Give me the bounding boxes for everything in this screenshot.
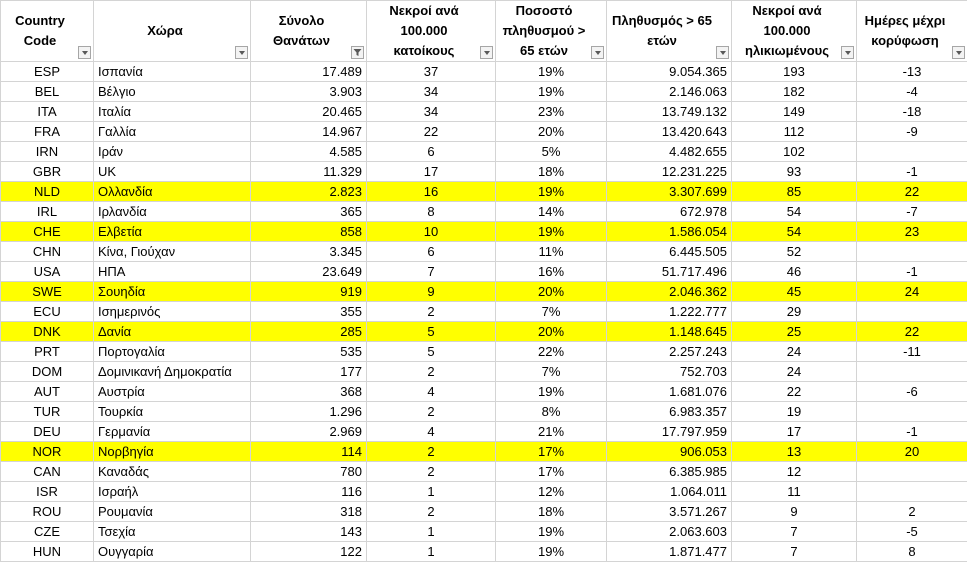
cell-total-deaths[interactable]: 1.296 — [251, 402, 367, 422]
cell-deaths-per-100k-elderly[interactable]: 7 — [732, 522, 857, 542]
cell-days-to-peak[interactable]: 20 — [857, 442, 967, 462]
cell-days-to-peak[interactable]: -1 — [857, 262, 967, 282]
cell-pct-over-65[interactable]: 16% — [496, 262, 607, 282]
cell-pop-over-65[interactable]: 3.571.267 — [607, 502, 732, 522]
cell-country[interactable]: Δομινικανή Δημοκρατία — [94, 362, 251, 382]
table-row — [1, 502, 967, 522]
cell-total-deaths[interactable]: 318 — [251, 502, 367, 522]
cell-pct-over-65[interactable]: 14% — [496, 202, 607, 222]
cell-deaths-per-100k-elderly[interactable]: 54 — [732, 222, 857, 242]
table-row — [1, 62, 967, 82]
cell-deaths-per-100k[interactable]: 34 — [367, 82, 496, 102]
cell-total-deaths[interactable]: 3.345 — [251, 242, 367, 262]
cell-pop-over-65[interactable]: 1.586.054 — [607, 222, 732, 242]
cell-country-code[interactable]: ITA — [1, 102, 94, 122]
cell-total-deaths[interactable]: 365 — [251, 202, 367, 222]
cell-total-deaths[interactable]: 535 — [251, 342, 367, 362]
cell-days-to-peak[interactable] — [857, 242, 967, 262]
cell-country-code[interactable]: BEL — [1, 82, 94, 102]
table-row — [1, 362, 967, 382]
cell-days-to-peak[interactable]: -1 — [857, 162, 967, 182]
cell-pct-over-65[interactable]: 22% — [496, 342, 607, 362]
cell-pct-over-65[interactable]: 19% — [496, 62, 607, 82]
cell-pop-over-65[interactable]: 9.054.365 — [607, 62, 732, 82]
cell-deaths-per-100k[interactable]: 17 — [367, 162, 496, 182]
table-row — [1, 122, 967, 142]
cell-deaths-per-100k-elderly[interactable]: 17 — [732, 422, 857, 442]
cell-deaths-per-100k-elderly[interactable]: 149 — [732, 102, 857, 122]
cell-deaths-per-100k[interactable]: 6 — [367, 242, 496, 262]
cell-deaths-per-100k[interactable]: 5 — [367, 322, 496, 342]
cell-pct-over-65[interactable]: 20% — [496, 322, 607, 342]
header-deaths-per-100k-elderly — [732, 1, 857, 62]
cell-pop-over-65[interactable]: 672.978 — [607, 202, 732, 222]
cell-pct-over-65[interactable]: 12% — [496, 482, 607, 502]
cell-country[interactable]: Νορβηγία — [94, 442, 251, 462]
header-country-code — [1, 1, 94, 62]
filter-dropdown-icon[interactable] — [235, 46, 248, 59]
cell-country[interactable]: Κίνα, Γιούχαν — [94, 242, 251, 262]
cell-days-to-peak[interactable]: 8 — [857, 542, 967, 562]
cell-deaths-per-100k[interactable]: 4 — [367, 422, 496, 442]
cell-country-code[interactable]: DOM — [1, 362, 94, 382]
cell-pop-over-65[interactable]: 6.445.505 — [607, 242, 732, 262]
cell-days-to-peak[interactable]: 22 — [857, 322, 967, 342]
cell-pct-over-65[interactable]: 23% — [496, 102, 607, 122]
cell-days-to-peak[interactable]: -11 — [857, 342, 967, 362]
cell-total-deaths[interactable]: 780 — [251, 462, 367, 482]
cell-country-code[interactable]: CHN — [1, 242, 94, 262]
header-label: Σύνολο Θανάτων — [255, 11, 348, 51]
filter-dropdown-icon[interactable] — [841, 46, 854, 59]
cell-total-deaths[interactable]: 116 — [251, 482, 367, 502]
header-deaths-per-100k — [367, 1, 496, 62]
cell-country-code[interactable]: ESP — [1, 62, 94, 82]
cell-country[interactable]: Γαλλία — [94, 122, 251, 142]
cell-pop-over-65[interactable]: 2.257.243 — [607, 342, 732, 362]
cell-country-code[interactable]: ISR — [1, 482, 94, 502]
cell-pop-over-65[interactable]: 4.482.655 — [607, 142, 732, 162]
cell-days-to-peak[interactable] — [857, 302, 967, 322]
cell-country[interactable]: ΗΠΑ — [94, 262, 251, 282]
cell-pct-over-65[interactable]: 19% — [496, 382, 607, 402]
cell-country-code[interactable]: DEU — [1, 422, 94, 442]
cell-country[interactable]: Σουηδία — [94, 282, 251, 302]
header-row — [1, 1, 967, 62]
table-row — [1, 222, 967, 242]
cell-total-deaths[interactable]: 919 — [251, 282, 367, 302]
cell-pct-over-65[interactable]: 17% — [496, 442, 607, 462]
filter-dropdown-icon[interactable] — [78, 46, 91, 59]
cell-total-deaths[interactable]: 17.489 — [251, 62, 367, 82]
cell-pct-over-65[interactable]: 18% — [496, 502, 607, 522]
cell-deaths-per-100k[interactable]: 7 — [367, 262, 496, 282]
header-label: Νεκροί ανά 100.000 κατοίκους — [371, 1, 477, 61]
cell-deaths-per-100k-elderly[interactable]: 24 — [732, 342, 857, 362]
cell-deaths-per-100k[interactable]: 2 — [367, 442, 496, 462]
cell-country[interactable]: Ιρλανδία — [94, 202, 251, 222]
cell-country-code[interactable]: PRT — [1, 342, 94, 362]
cell-deaths-per-100k[interactable]: 2 — [367, 462, 496, 482]
cell-country-code[interactable]: TUR — [1, 402, 94, 422]
cell-pct-over-65[interactable]: 19% — [496, 82, 607, 102]
table-row — [1, 342, 967, 362]
table-row — [1, 162, 967, 182]
cell-deaths-per-100k[interactable]: 10 — [367, 222, 496, 242]
cell-pop-over-65[interactable]: 13.749.132 — [607, 102, 732, 122]
cell-deaths-per-100k[interactable]: 5 — [367, 342, 496, 362]
table-row — [1, 142, 967, 162]
table-row — [1, 462, 967, 482]
cell-total-deaths[interactable]: 355 — [251, 302, 367, 322]
cell-days-to-peak[interactable]: 24 — [857, 282, 967, 302]
cell-days-to-peak[interactable]: -18 — [857, 102, 967, 122]
cell-deaths-per-100k[interactable]: 6 — [367, 142, 496, 162]
cell-pop-over-65[interactable]: 51.717.496 — [607, 262, 732, 282]
cell-country-code[interactable]: FRA — [1, 122, 94, 142]
table-row — [1, 482, 967, 502]
cell-deaths-per-100k[interactable]: 1 — [367, 522, 496, 542]
active-filter-icon[interactable] — [351, 46, 364, 59]
cell-country[interactable]: Δανία — [94, 322, 251, 342]
cell-total-deaths[interactable]: 4.585 — [251, 142, 367, 162]
cell-country-code[interactable]: IRL — [1, 202, 94, 222]
cell-total-deaths[interactable]: 368 — [251, 382, 367, 402]
cell-country-code[interactable]: NLD — [1, 182, 94, 202]
cell-deaths-per-100k-elderly[interactable]: 13 — [732, 442, 857, 462]
filter-dropdown-icon[interactable] — [952, 46, 965, 59]
cell-total-deaths[interactable]: 858 — [251, 222, 367, 242]
cell-country-code[interactable]: ECU — [1, 302, 94, 322]
table-row — [1, 202, 967, 222]
cell-days-to-peak[interactable]: 23 — [857, 222, 967, 242]
cell-deaths-per-100k[interactable]: 2 — [367, 362, 496, 382]
cell-country-code[interactable]: HUN — [1, 542, 94, 562]
cell-country[interactable]: Τσεχία — [94, 522, 251, 542]
table-row — [1, 102, 967, 122]
cell-country[interactable]: Καναδάς — [94, 462, 251, 482]
cell-country[interactable]: Ισπανία — [94, 62, 251, 82]
cell-pct-over-65[interactable]: 20% — [496, 122, 607, 142]
cell-pct-over-65[interactable]: 17% — [496, 462, 607, 482]
cell-country-code[interactable]: IRN — [1, 142, 94, 162]
table-row — [1, 262, 967, 282]
cell-country[interactable]: Πορτογαλία — [94, 342, 251, 362]
cell-days-to-peak[interactable] — [857, 402, 967, 422]
header-label: Country Code — [5, 11, 75, 51]
cell-country[interactable]: Ολλανδία — [94, 182, 251, 202]
cell-days-to-peak[interactable] — [857, 362, 967, 382]
cell-country[interactable]: Ιταλία — [94, 102, 251, 122]
cell-pct-over-65[interactable]: 20% — [496, 282, 607, 302]
cell-pop-over-65[interactable]: 2.063.603 — [607, 522, 732, 542]
cell-country[interactable]: Τουρκία — [94, 402, 251, 422]
header-label: Ποσοστό πληθυσμού > 65 ετών — [500, 1, 588, 61]
cell-total-deaths[interactable]: 177 — [251, 362, 367, 382]
cell-pct-over-65[interactable]: 21% — [496, 422, 607, 442]
cell-pop-over-65[interactable]: 2.046.362 — [607, 282, 732, 302]
cell-country-code[interactable]: SWE — [1, 282, 94, 302]
cell-deaths-per-100k[interactable]: 2 — [367, 502, 496, 522]
header-label: Χώρα — [98, 21, 232, 41]
cell-pct-over-65[interactable]: 7% — [496, 302, 607, 322]
cell-total-deaths[interactable]: 14.967 — [251, 122, 367, 142]
cell-deaths-per-100k-elderly[interactable]: 102 — [732, 142, 857, 162]
cell-pop-over-65[interactable]: 6.385.985 — [607, 462, 732, 482]
cell-deaths-per-100k[interactable]: 8 — [367, 202, 496, 222]
cell-days-to-peak[interactable]: -4 — [857, 82, 967, 102]
cell-total-deaths[interactable]: 20.465 — [251, 102, 367, 122]
cell-days-to-peak[interactable]: -6 — [857, 382, 967, 402]
cell-days-to-peak[interactable] — [857, 462, 967, 482]
table-row — [1, 322, 967, 342]
table-body — [1, 62, 967, 562]
cell-pop-over-65[interactable]: 1.871.477 — [607, 542, 732, 562]
table-row — [1, 442, 967, 462]
cell-deaths-per-100k-elderly[interactable]: 29 — [732, 302, 857, 322]
table-row — [1, 182, 967, 202]
cell-country[interactable]: Ρουμανία — [94, 502, 251, 522]
table-row — [1, 82, 967, 102]
cell-deaths-per-100k-elderly[interactable]: 54 — [732, 202, 857, 222]
cell-pct-over-65[interactable]: 19% — [496, 182, 607, 202]
cell-total-deaths[interactable]: 122 — [251, 542, 367, 562]
cell-country[interactable]: UK — [94, 162, 251, 182]
cell-deaths-per-100k-elderly[interactable]: 22 — [732, 382, 857, 402]
cell-deaths-per-100k[interactable]: 22 — [367, 122, 496, 142]
cell-deaths-per-100k[interactable]: 1 — [367, 482, 496, 502]
cell-country-code[interactable]: CHE — [1, 222, 94, 242]
cell-total-deaths[interactable]: 23.649 — [251, 262, 367, 282]
cell-country[interactable]: Ουγγαρία — [94, 542, 251, 562]
cell-country-code[interactable]: AUT — [1, 382, 94, 402]
cell-pop-over-65[interactable]: 752.703 — [607, 362, 732, 382]
cell-days-to-peak[interactable]: -9 — [857, 122, 967, 142]
cell-deaths-per-100k-elderly[interactable]: 7 — [732, 542, 857, 562]
cell-pct-over-65[interactable]: 19% — [496, 222, 607, 242]
cell-days-to-peak[interactable]: -5 — [857, 522, 967, 542]
table-row — [1, 382, 967, 402]
cell-pop-over-65[interactable]: 1.148.645 — [607, 322, 732, 342]
cell-pop-over-65[interactable]: 3.307.699 — [607, 182, 732, 202]
table-row — [1, 282, 967, 302]
table-row — [1, 302, 967, 322]
cell-country-code[interactable]: ROU — [1, 502, 94, 522]
cell-deaths-per-100k-elderly[interactable]: 25 — [732, 322, 857, 342]
cell-deaths-per-100k[interactable]: 2 — [367, 402, 496, 422]
cell-pct-over-65[interactable]: 7% — [496, 362, 607, 382]
header-pct-over-65 — [496, 1, 607, 62]
cell-pop-over-65[interactable]: 906.053 — [607, 442, 732, 462]
table-row — [1, 542, 967, 562]
table-row — [1, 242, 967, 262]
cell-pop-over-65[interactable]: 1.064.011 — [607, 482, 732, 502]
cell-deaths-per-100k[interactable]: 2 — [367, 302, 496, 322]
cell-deaths-per-100k[interactable]: 16 — [367, 182, 496, 202]
cell-pop-over-65[interactable]: 13.420.643 — [607, 122, 732, 142]
cell-deaths-per-100k-elderly[interactable]: 12 — [732, 462, 857, 482]
cell-deaths-per-100k[interactable]: 4 — [367, 382, 496, 402]
header-pop-over-65 — [607, 1, 732, 62]
cell-country[interactable]: Αυστρία — [94, 382, 251, 402]
cell-country-code[interactable]: CZE — [1, 522, 94, 542]
cell-pct-over-65[interactable]: 8% — [496, 402, 607, 422]
cell-deaths-per-100k-elderly[interactable]: 11 — [732, 482, 857, 502]
filter-dropdown-icon[interactable] — [716, 46, 729, 59]
cell-days-to-peak[interactable]: -13 — [857, 62, 967, 82]
cell-days-to-peak[interactable] — [857, 482, 967, 502]
cell-country-code[interactable]: GBR — [1, 162, 94, 182]
table-row — [1, 402, 967, 422]
header-label: Ημέρες μέχρι κορύφωση — [861, 11, 949, 51]
cell-pct-over-65[interactable]: 18% — [496, 162, 607, 182]
cell-country[interactable]: Ισραήλ — [94, 482, 251, 502]
cell-country-code[interactable]: DNK — [1, 322, 94, 342]
cell-deaths-per-100k-elderly[interactable]: 24 — [732, 362, 857, 382]
cell-deaths-per-100k[interactable]: 9 — [367, 282, 496, 302]
cell-total-deaths[interactable]: 114 — [251, 442, 367, 462]
cell-pct-over-65[interactable]: 11% — [496, 242, 607, 262]
cell-pct-over-65[interactable]: 19% — [496, 542, 607, 562]
cell-country-code[interactable]: USA — [1, 262, 94, 282]
cell-country[interactable]: Ελβετία — [94, 222, 251, 242]
header-total-deaths — [251, 1, 367, 62]
header-days-to-peak — [857, 1, 967, 62]
header-label: Πληθυσμός > 65 ετών — [611, 11, 713, 51]
cell-pop-over-65[interactable]: 1.222.777 — [607, 302, 732, 322]
cell-deaths-per-100k-elderly[interactable]: 45 — [732, 282, 857, 302]
cell-country[interactable]: Ιράν — [94, 142, 251, 162]
cell-pop-over-65[interactable]: 12.231.225 — [607, 162, 732, 182]
cell-deaths-per-100k-elderly[interactable]: 112 — [732, 122, 857, 142]
cell-country-code[interactable]: CAN — [1, 462, 94, 482]
cell-deaths-per-100k-elderly[interactable]: 46 — [732, 262, 857, 282]
cell-deaths-per-100k-elderly[interactable]: 193 — [732, 62, 857, 82]
cell-deaths-per-100k-elderly[interactable]: 9 — [732, 502, 857, 522]
cell-deaths-per-100k-elderly[interactable]: 93 — [732, 162, 857, 182]
cell-deaths-per-100k[interactable]: 37 — [367, 62, 496, 82]
cell-total-deaths[interactable]: 11.329 — [251, 162, 367, 182]
cell-pop-over-65[interactable]: 2.146.063 — [607, 82, 732, 102]
cell-days-to-peak[interactable]: 22 — [857, 182, 967, 202]
cell-total-deaths[interactable]: 2.823 — [251, 182, 367, 202]
cell-deaths-per-100k-elderly[interactable]: 85 — [732, 182, 857, 202]
cell-country[interactable]: Γερμανία — [94, 422, 251, 442]
table-row — [1, 522, 967, 542]
filter-dropdown-icon[interactable] — [591, 46, 604, 59]
cell-days-to-peak[interactable]: 2 — [857, 502, 967, 522]
funnel-icon — [353, 48, 362, 57]
cell-deaths-per-100k[interactable]: 34 — [367, 102, 496, 122]
cell-deaths-per-100k[interactable]: 1 — [367, 542, 496, 562]
cell-pop-over-65[interactable]: 17.797.959 — [607, 422, 732, 442]
cell-country-code[interactable]: NOR — [1, 442, 94, 462]
header-label: Νεκροί ανά 100.000 ηλικιωμένους — [736, 1, 838, 61]
cell-days-to-peak[interactable]: -7 — [857, 202, 967, 222]
cell-pct-over-65[interactable]: 5% — [496, 142, 607, 162]
cell-pop-over-65[interactable]: 1.681.076 — [607, 382, 732, 402]
cell-total-deaths[interactable]: 3.903 — [251, 82, 367, 102]
cell-country[interactable]: Ισημερινός — [94, 302, 251, 322]
cell-pct-over-65[interactable]: 19% — [496, 522, 607, 542]
cell-deaths-per-100k-elderly[interactable]: 52 — [732, 242, 857, 262]
cell-days-to-peak[interactable]: -1 — [857, 422, 967, 442]
header-country — [94, 1, 251, 62]
cell-deaths-per-100k-elderly[interactable]: 19 — [732, 402, 857, 422]
cell-pop-over-65[interactable]: 6.983.357 — [607, 402, 732, 422]
cell-total-deaths[interactable]: 143 — [251, 522, 367, 542]
cell-total-deaths[interactable]: 285 — [251, 322, 367, 342]
filter-dropdown-icon[interactable] — [480, 46, 493, 59]
cell-days-to-peak[interactable] — [857, 142, 967, 162]
table-row — [1, 422, 967, 442]
cell-total-deaths[interactable]: 2.969 — [251, 422, 367, 442]
cell-country[interactable]: Βέλγιο — [94, 82, 251, 102]
cell-deaths-per-100k-elderly[interactable]: 182 — [732, 82, 857, 102]
